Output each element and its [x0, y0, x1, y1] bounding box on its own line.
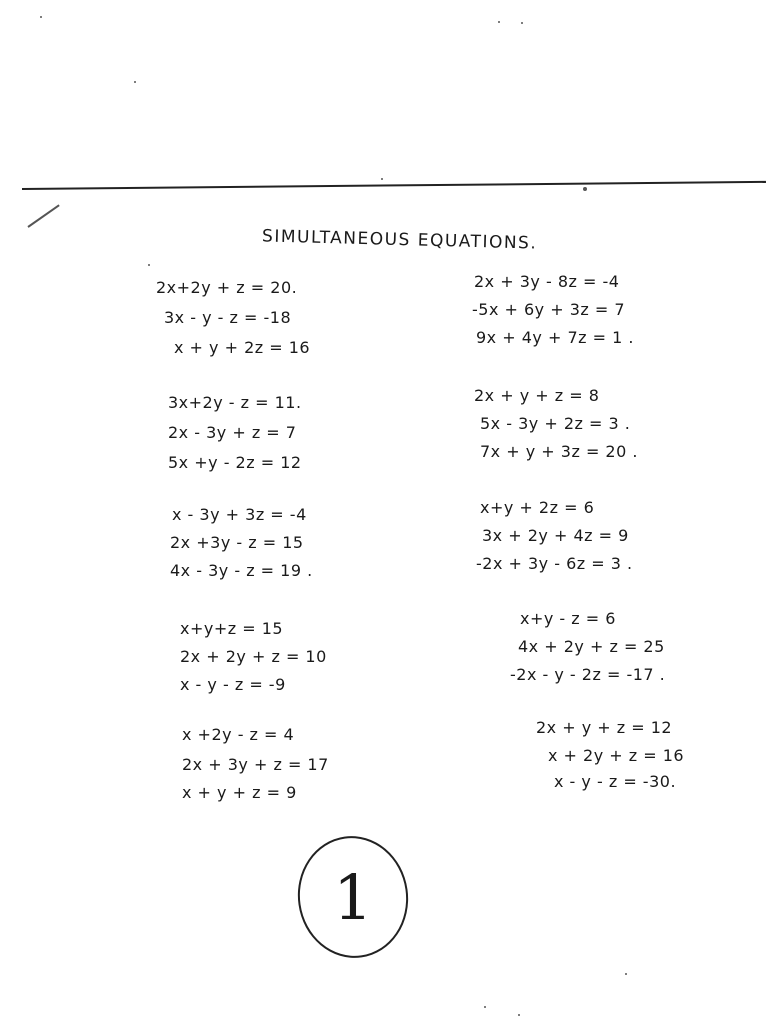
horizontal-rule: [22, 181, 766, 190]
equation: 4x - 3y - z = 19 .: [170, 561, 313, 580]
equation: 2x + y + z = 8: [474, 386, 600, 405]
equation: x - y - z = -30.: [554, 772, 677, 791]
scan-speck: [583, 187, 587, 191]
equation: x - y - z = -9: [180, 675, 286, 694]
scan-speck: [518, 1014, 520, 1016]
equation-system: [182, 727, 329, 801]
scan-speck: [148, 264, 150, 266]
equation: 2x - 3y + z = 7: [168, 423, 297, 442]
equation: 2x + 3y - 8z = -4: [474, 272, 620, 291]
scan-speck: [40, 16, 42, 18]
scan-speck: [484, 1006, 486, 1008]
equation: x+y - z = 6: [520, 609, 616, 628]
equation: x +2y - z = 4: [182, 725, 295, 744]
equation: 7x + y + 3z = 20 .: [480, 442, 638, 461]
equation-system: [510, 609, 666, 684]
equation: x+y+z = 15: [180, 619, 284, 638]
scan-speck: [381, 178, 383, 180]
equation: -5x + 6y + 3z = 7: [472, 300, 626, 319]
equation: -2x - y - 2z = -17 .: [510, 665, 666, 684]
equation-system: [180, 621, 327, 693]
equation-system: [476, 498, 633, 573]
equation: 5x +y - 2z = 12: [168, 453, 302, 472]
page-number: 1: [333, 860, 373, 934]
equation: 4x + 2y + z = 25: [518, 637, 665, 656]
equation: 2x + 3y + z = 17: [182, 755, 329, 774]
equation-system: [168, 395, 302, 471]
equation: 5x - 3y + 2z = 3 .: [480, 414, 631, 433]
equation: 3x + 2y + 4z = 9: [482, 526, 629, 545]
pen-mark: [27, 204, 59, 227]
equation: 2x + y + z = 12: [536, 718, 673, 737]
equation: x+y + 2z = 6: [480, 498, 595, 517]
equation: 2x + 2y + z = 10: [180, 647, 327, 666]
equation: x + y + 2z = 16: [174, 338, 311, 357]
equation: -2x + 3y - 6z = 3 .: [476, 554, 633, 573]
equation: x + y + z = 9: [182, 783, 297, 802]
equation: 3x - y - z = -18: [164, 308, 292, 327]
scan-speck: [521, 22, 523, 24]
equation-system: [156, 280, 310, 356]
equation-system: [170, 507, 313, 579]
equation: 9x + 4y + 7z = 1 .: [476, 328, 634, 347]
scan-speck: [625, 973, 627, 975]
equation: 3x+2y - z = 11.: [168, 393, 302, 412]
equation: 2x+2y + z = 20.: [156, 278, 298, 297]
equation-system: [474, 388, 638, 460]
equation: 2x +3y - z = 15: [170, 533, 304, 552]
equation-system: [472, 274, 634, 346]
equation-system: [536, 720, 684, 790]
scan-speck: [498, 21, 500, 23]
scan-speck: [134, 81, 136, 83]
equation: x - 3y + 3z = -4: [172, 505, 307, 524]
equation: x + 2y + z = 16: [548, 746, 685, 765]
page-title: SIMULTANEOUS EQUATIONS.: [261, 226, 538, 254]
